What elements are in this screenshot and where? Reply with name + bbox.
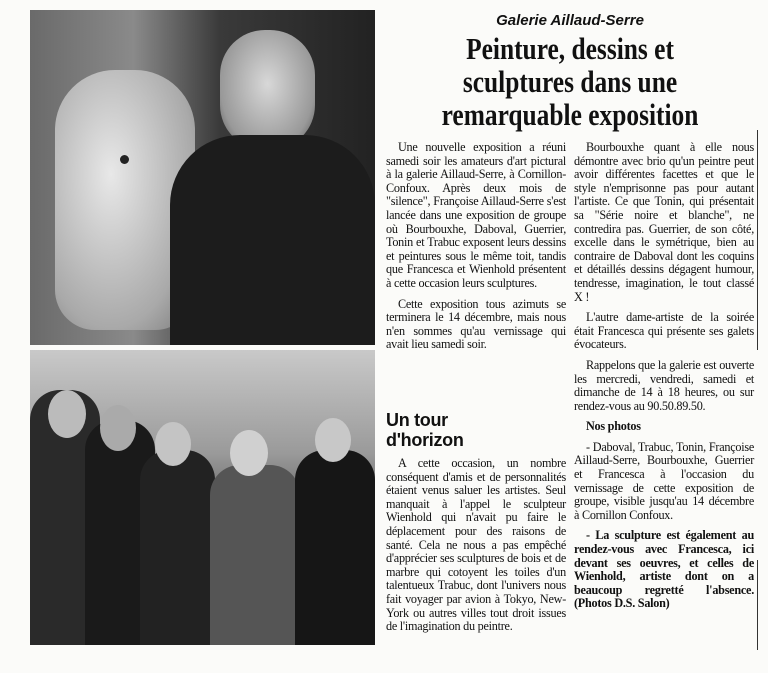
woman-face — [220, 30, 315, 150]
photo-caption: - Daboval, Trabuc, Tonin, Françoise Aillaud-Serre, Bourbouxhe, Guerrier et Francesca à l'occasion du vernissage de cette exposition de groupe, visible jusqu'au 14 décembre à Cornillon Confoux. — [574, 439, 754, 522]
column-rule — [757, 560, 758, 650]
paragraph: L'autre dame-artiste de la soirée était Francesca qui présente ses galets évocateurs. — [574, 310, 754, 352]
headline — [385, 32, 755, 131]
article-column-1-lower — [386, 410, 566, 641]
paragraph: Cette exposition tous azimuts se terminera le 14 décembre, mais nous n'en sommes qu'au vernissage qui avait lieu samedi soir. — [386, 296, 566, 352]
paragraph: Une nouvelle exposition a réuni samedi soir les amateurs d'art pictural à la galerie Aillaud-Serre, à Cornillon-Confoux. Après deux mois de "silence", Françoise Aillaud-Serre s'est lancée dans une exposition de groupe où Bourbouxhe, Daboval, Guerrier, Tonin et Trabuc exposent leurs dessins et peintures sous le même toit, tandis que Francesca et Wienhold présentent à cette occasion leurs sculptures. — [386, 140, 566, 290]
face — [230, 430, 268, 476]
photo-caption: - La sculpture est également au rendez-vous avec Francesca, ici devant ses oeuvres, et celles de Wienhold, artiste dont on a beaucoup regretté l'absence. (Photos D.S. Salon) — [574, 528, 754, 611]
person — [210, 465, 300, 645]
woman-body — [170, 135, 375, 345]
face — [315, 418, 351, 462]
kicker: Galerie Aillaud-Serre — [496, 12, 644, 29]
photos-heading: Nos photos — [586, 419, 641, 434]
headline-line: remarquable exposition — [441, 97, 699, 132]
photo-sculpture-with-artist — [30, 10, 375, 345]
article-column-2 — [574, 141, 754, 618]
face — [48, 390, 86, 438]
paragraph: Rappelons que la galerie est ouverte les mercredi, vendredi, samedi et dimanche de 14 à 18 heures, ou sur rendez-vous au 90.50.89.50. — [574, 357, 754, 413]
paragraph: A cette occasion, un nombre conséquent d'amis et de personnalités étaient venus saluer les artistes. Seul manquait à l'appel le sculpteur Wienhold qui n'avait pu faire le déplacement pour des raisons de santé. Cela ne nous a pas empêché d'apprécier ses sculptures de bois et de marbre qui cotoyent les toiles d'un talentueux Trabuc, dont l'univers nous fait voyager par avion à Tokyo, New-York ou autres villes tout droit issues de l'imagination du peintre. — [386, 456, 566, 634]
paragraph: Bourbouxhe quant à elle nous démontre avec brio qu'un peintre peut avoir différentes facettes et que le style n'emprisonne pas pour autant l'artiste. Ce que Tonin, qui présentait sa "Série noire et blanche", ne contredira pas. Guerrier, de son côté, excelle dans le symétrique, bien au contraire de Daboval dont les coquins et détaillés dessins dégagent humour, tendresse, imagination, le tout classé X ! — [574, 140, 754, 304]
headline-line: Peinture, dessins et — [466, 31, 674, 66]
article-column-1 — [386, 141, 566, 359]
face — [155, 422, 191, 466]
sculpture-hole — [120, 155, 129, 164]
subheading: Un tour d'horizon — [386, 410, 464, 450]
person — [295, 450, 375, 645]
headline-line: sculptures dans une — [462, 64, 678, 99]
person — [140, 450, 215, 645]
face — [100, 405, 136, 451]
column-rule — [757, 130, 758, 350]
photo-artists-group — [30, 350, 375, 645]
